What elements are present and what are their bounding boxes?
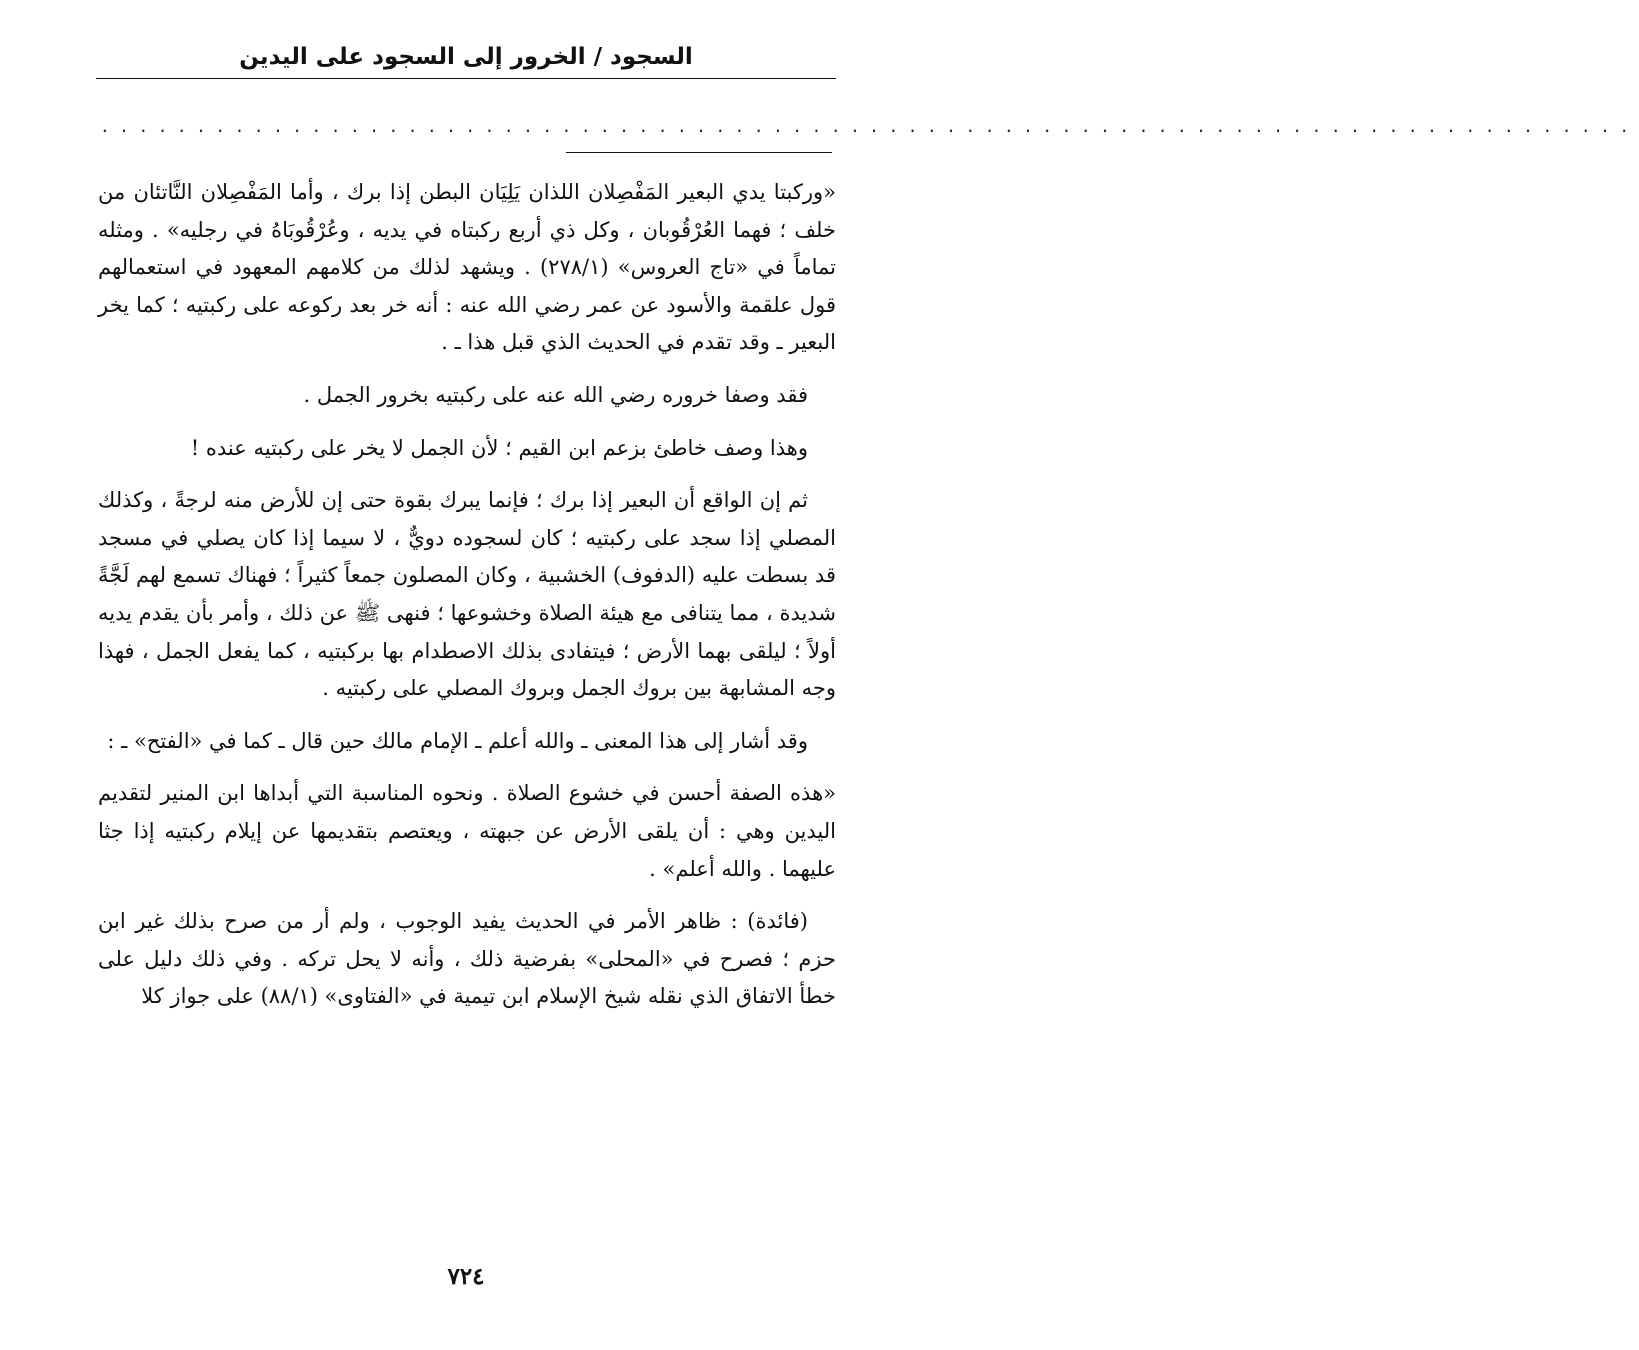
body-text — [98, 174, 836, 1031]
paragraph-explanation: ثم إن الواقع أن البعير إذا برك ؛ فإنما يبرك بقوة حتى إن للأرض منه لرجةً ، وكذلك المصلي إذا سجد على ركبتيه ؛ كان لسجوده دويٌّ ، لا سيما إذا كان يصلي في مسجد قد بسطت عليه (الدفوف) الخشبية ، وكان المصلون جمعاً كثيراً ؛ فهناك تسمع لهم لَجَّةً شديدة ، مما يتنافى مع هيئة الصلاة وخشوعها ؛ فنهى ﷺ عن ذلك ، وأمر بأن يقدم يديه أولاً ؛ ليلقى بهما الأرض ؛ فيتفادى بذلك الاصطدام بها بركبتيه ، كما يفعل الجمل ، فهذا وجه المشابهة بين بروك الجمل وبروك المصلي على ركبتيه . — [98, 488, 836, 701]
page-number: ٧٢٤ — [447, 1263, 485, 1290]
paragraph-fath-quote: «هذه الصفة أحسن في خشوع الصلاة . ونحوه المناسبة التي أبداها ابن المنير لتقديم اليدين وهي : أن يلقى الأرض عن جبهته ، ويعتصم بتقديمها عن إيلام ركبتيه إذا جثا عليهما . والله أعلم» . — [98, 781, 836, 881]
footnote-rule — [566, 152, 832, 153]
paragraph-quote-definition: «وركبتا يدي البعير المَفْصِلان اللذان يَلِيَان البطن إذا برك ، وأما المَفْصِلان النَّاتئان من خلف ؛ فهما العُرْقُوبان ، وكل ذي أربع ركبتاه في يديه ، وعُرْقُوبَاهُ في رجليه» . ومثله تماماً في «تاج العروس» (٢٧٨/١) . ويشهد لذلك من كلامهم المعهود في استعمالهم قول علقمة والأسود عن عمر رضي الله عنه : أنه خر بعد ركوعه على ركبتيه ؛ كما يخر البعير ـ وقد تقدم في الحديث الذي قبل هذا ـ . — [98, 180, 836, 355]
paragraph-malik-reference: وقد أشار إلى هذا المعنى ـ والله أعلم ـ الإمام مالك حين قال ـ كما في «الفتح» ـ : — [107, 728, 808, 753]
paragraph-description: فقد وصفا خروره رضي الله عنه على ركبتيه بخرور الجمل . — [303, 382, 808, 407]
running-header: السجود / الخرور إلى السجود على اليدين — [239, 44, 693, 70]
header-rule — [96, 78, 836, 79]
paragraph-objection: وهذا وصف خاطئ بزعم ابن القيم ؛ لأن الجمل لا يخر على ركبتيه عنده ! — [190, 435, 808, 460]
dotted-separator: ................................................................................ — [100, 117, 1639, 136]
paragraph-benefit: (فائدة) : ظاهر الأمر في الحديث يفيد الوجوب ، ولم أر من صرح بذلك غير ابن حزم ؛ فصرح في «المحلى» بفرضية ذلك ، وأنه لا يحل تركه . وفي ذلك دليل على خطأ الاتفاق الذي نقله شيخ الإسلام ابن تيمية في «الفتاوى» (٨٨/١) على جواز كلا — [98, 909, 836, 1009]
